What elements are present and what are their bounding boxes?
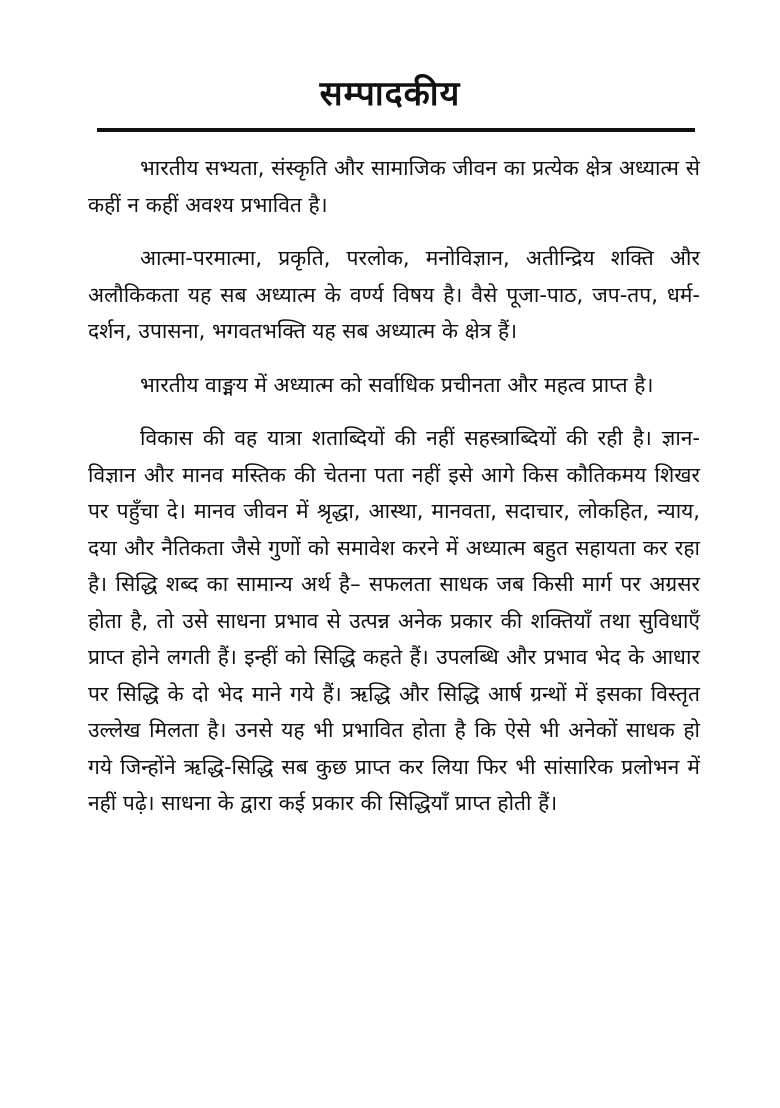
paragraph: भारतीय वाङ्मय में अध्यात्म को सर्वाधिक प्रचीनता और महत्व प्राप्त है। bbox=[140, 372, 654, 397]
page-title: सम्पादकीय bbox=[319, 74, 461, 114]
editorial-body bbox=[88, 150, 700, 839]
paragraph: विकास की वह यात्रा शताब्दियों की नहीं सहस्त्राब्दियों की रही है। ज्ञान-विज्ञान और मानव मस्तिक की चेतना पता नहीं इसे आगे किस कौतिकमय शिखर पर पहुँचा दे। मानव जीवन में श्रृद्धा, आस्था, मानवता, सदाचार, लोकहित, न्याय, दया और नैतिकता जैसे गुणों को समावेश करने में अध्यात्म बहुत सहायता कर रहा है। सिद्धि शब्द का सामान्य अर्थ है– सफलता साधक जब किसी मार्ग पर अग्रसर होता है, तो उसे साधना प्रभाव से उत्पन्न अनेक प्रकार की शक्तियाँ तथा सुविधाएँ प्राप्त होने लगती हैं। इन्हीं को सिद्धि कहते हैं। उपलब्धि और प्रभाव भेद के आधार पर सिद्धि के दो भेद माने गये हैं। ऋद्धि और सिद्धि आर्ष ग्रन्थों में इसका विस्तृत उल्लेख मिलता है। उनसे यह भी प्रभावित होता है कि ऐसे भी अनेकों साधक हो गये जिन्होंने ऋद्धि-सिद्धि सब कुछ प्राप्त कर लिया फिर भी सांसारिक प्रलोभन में नहीं पढ़े। साधना के द्वारा कई प्रकार की सिद्धियाँ प्राप्त होती हैं। bbox=[88, 426, 700, 815]
paragraph: भारतीय सभ्यता, संस्कृति और सामाजिक जीवन का प्रत्येक क्षेत्र अध्यात्म से कहीं न कहीं अवश्य प्रभावित है। bbox=[88, 156, 700, 217]
title-underline bbox=[97, 128, 695, 132]
paragraph: आत्मा-परमात्मा, प्रकृति, परलोक, मनोविज्ञान, अतीन्द्रिय शक्ति और अलौकिकता यह सब अध्यात्म के वर्ण्य विषय है। वैसे पूजा-पाठ, जप-तप, धर्म-दर्शन, उपासना, भगवतभक्ति यह सब अध्यात्म के क्षेत्र हैं। bbox=[88, 246, 700, 343]
